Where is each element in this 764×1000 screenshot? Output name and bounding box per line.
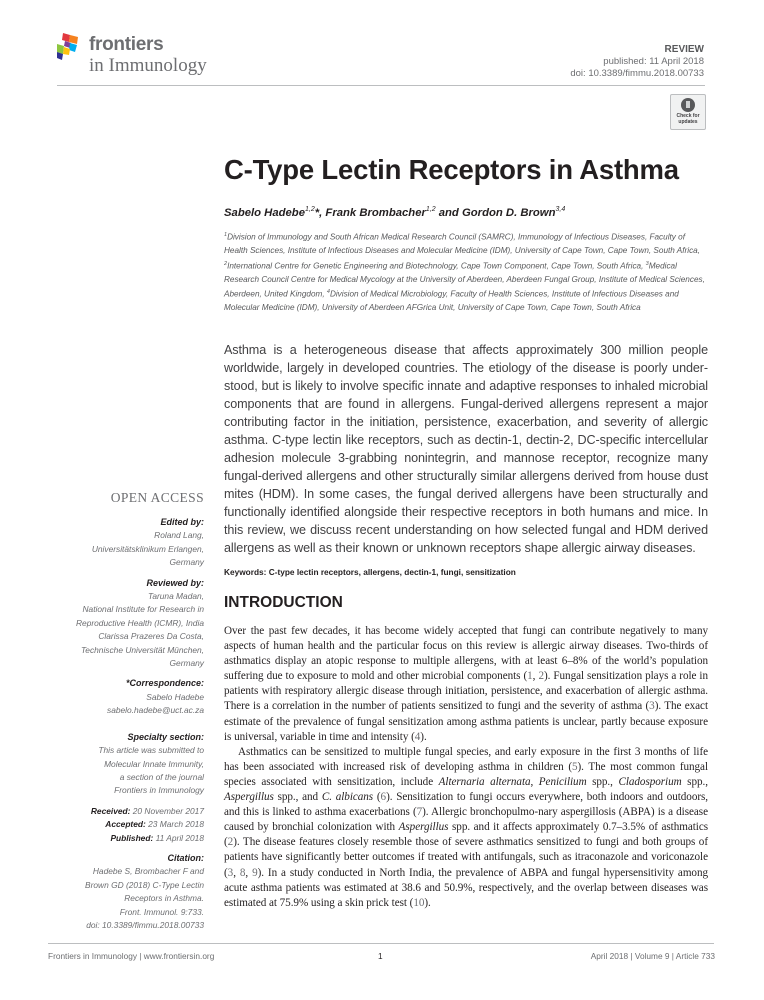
reference-link[interactable]: 8	[239, 866, 246, 879]
reviewer-line: Reproductive Health (ICMR), India	[75, 617, 204, 628]
frontiers-logo-icon	[57, 33, 83, 61]
corresponding-mark: *	[314, 206, 320, 219]
intro-paragraph-1: Over the past few decades, it has become widely accepted that fungi can contribute negatively to many aspects of human health and the particular focus on this review is allergic airway diseases. Two-thirds of asthmatics display an atopic response to multiple allergens, with at least 6–8% of the world’s population suffering due to exposure to mold and other microbial components (1, 2). Fungal sensitization plays a role in patients with respiratory allergic disease through initiation, persistence, and exacerbation of allergic asthma. There is a correlation in the number of patients sensitized to fungi and the severity of asthma (3). The exact estimate of the prevalence of fungal sensitization among asthma patients is unclear, partly because exposure is universal, variable in time and intensity (4).	[224, 625, 708, 743]
published-value: 11 April 2018	[155, 832, 204, 843]
footer-journal-link[interactable]: Frontiers in Immunology | www.frontiersin.org	[48, 951, 215, 961]
citation-line: Receptors in Asthma.	[124, 893, 204, 904]
citation-line: Front. Immunol. 9:733.	[119, 906, 204, 917]
author-separator: and	[435, 206, 462, 219]
reference-link[interactable]: 6	[380, 791, 387, 804]
footer-volume-info: April 2018 | Volume 9 | Article 733	[590, 951, 715, 961]
header-divider	[57, 85, 705, 86]
specialty-line: This article was submitted to	[98, 745, 204, 756]
reference-link[interactable]: 7	[416, 806, 423, 819]
check-updates-label-2: updates	[678, 119, 698, 125]
published-label: Published:	[110, 832, 154, 843]
accepted-label: Accepted:	[105, 819, 146, 830]
author-name[interactable]: Sabelo Hadebe	[224, 206, 305, 219]
author-name[interactable]: Gordon D. Brown	[461, 206, 556, 219]
received-label: Received:	[90, 805, 131, 816]
citation-doi-link[interactable]: doi: 10.3389/fimmu.2018.00733	[86, 919, 204, 930]
reviewer-line: Clarissa Prazeres Da Costa,	[98, 631, 204, 642]
reference-link[interactable]: 2	[538, 670, 544, 683]
species-name: C. albicans	[321, 791, 374, 804]
reference-link[interactable]: 10	[413, 896, 425, 909]
affiliation-number: 3	[645, 260, 649, 267]
affiliation-text: Division of Medical Microbiology, Faculty of Health Sciences, Institute of Infectious Diseases and Molecular Medicine (IDM), University of Aberdeen AFGrica Unit, University of Cape Town, Cape Town, South Africa	[224, 289, 679, 313]
article-meta-header	[570, 44, 704, 80]
article-title: C-Type Lectin Receptors in Asthma	[224, 154, 679, 185]
reviewed-by-heading: Reviewed by:	[146, 577, 204, 588]
published-date-sidebar	[40, 832, 204, 845]
accepted-date	[40, 818, 204, 831]
affiliation-text: Division of Immunology and South African Medical Research Council (SAMRC), Immunology of Infectious Diseases, Faculty of Health Sciences, Institute of Infectious Diseases and Molecular Medicine (IDM), University of Cape Town, Cape Town, South Africa,	[224, 232, 701, 256]
journal-logo[interactable]	[57, 30, 217, 80]
bookmark-icon	[681, 98, 695, 112]
author-list	[224, 206, 565, 219]
species-name: Cladosporium	[618, 775, 682, 788]
affiliation-number: 2	[224, 260, 228, 267]
species-name: Penicilium	[538, 775, 587, 788]
reference-link[interactable]: 2	[227, 836, 234, 849]
reference-link[interactable]: 9	[252, 866, 258, 879]
article-info-sidebar	[40, 490, 204, 932]
editor-line: Universitätsklinikum Erlangen,	[91, 543, 204, 554]
article-type: REVIEW	[664, 44, 704, 55]
correspondence-name: Sabelo Hadebe	[146, 691, 204, 702]
citation-line: Brown GD (2018) C-Type Lectin	[85, 879, 204, 890]
species-name: Alternaria alternata	[438, 775, 531, 788]
affiliation-text: Medical Research Council Centre for Medical Mycology at the University of Aberdeen, Aberdeen Fungal Group, Institute of Medical Sciences, Aberdeen, United Kingdom,	[224, 261, 705, 299]
citation-line: Hadebe S, Brombacher F and	[92, 866, 204, 877]
citation-heading: Citation:	[167, 852, 204, 863]
accepted-value: 23 March 2018	[148, 819, 204, 830]
author-affiliation-sup: 1,2	[425, 206, 436, 213]
published-date: published: 11 April 2018	[603, 56, 704, 67]
species-name: Aspergillus	[224, 791, 274, 804]
received-value: 20 November 2017	[132, 805, 204, 816]
abstract: Asthma is a heterogeneous disease that affects approximately 300 million people worldwide, largely in developed countries. The etiology of the disease is poorly under-stood, but is likely to involve specific innate and adaptive responses to inhaled microbial components that are found in allergens. Fungal-derived allergens represent a major contributing factor in the initiation, persistence, exacerbation, and severity of allergic asthma. C-type lectin like receptors, such as dectin-1, dectin-2, DC-specific intercellular adhesion molecule 3-grabbing nonintegrin, and mannose receptor, recognize many fungal-derived allergens and other structurally similar allergens derived from house dust mites (HDM). In some cases, the fungal derived allergens have been structurally and functionally identified alongside their respective receptors in both humans and mice. In this review, we discuss recent understanding on how selected fungal and HDM derived allergens as well as their known or unknown receptors shape allergic airway diseases.	[224, 343, 708, 555]
reference-link[interactable]: 3	[649, 700, 655, 713]
reference-link[interactable]: 5	[571, 760, 578, 773]
affiliation-number: 4	[326, 289, 330, 296]
reference-link[interactable]: 3	[227, 866, 234, 879]
affiliation-text: International Centre for Genetic Engineering and Biotechnology, Cape Town Component, Cape Town, South Africa,	[227, 261, 646, 271]
reviewer-line: Technische Universität München,	[80, 644, 204, 655]
editor-line: Germany	[169, 557, 204, 568]
introduction-body	[224, 624, 708, 911]
author-separator: ,	[319, 206, 326, 219]
edited-by-heading: Edited by:	[160, 517, 204, 527]
section-heading-introduction: INTRODUCTION	[224, 594, 343, 611]
received-date	[40, 805, 204, 818]
reviewer-line: Germany	[169, 658, 204, 669]
affiliations	[224, 229, 708, 315]
footer-divider	[48, 943, 714, 944]
correspondence-email-link[interactable]: sabelo.hadebe@uct.ac.za	[107, 705, 204, 716]
specialty-section-heading: Specialty section:	[127, 731, 204, 742]
journal-name-subtitle: in Immunology	[89, 55, 207, 76]
page-number: 1	[378, 951, 383, 961]
correspondence-heading: *Correspondence:	[125, 678, 204, 689]
check-for-updates-button[interactable]	[670, 94, 706, 130]
keywords: Keywords: C-type lectin receptors, allergens, dectin-1, fungi, sensitization	[224, 567, 516, 577]
specialty-line: Molecular Innate Immunity,	[104, 758, 204, 769]
specialty-line: Frontiers in Immunology	[114, 785, 204, 796]
specialty-line: a section of the journal	[119, 771, 204, 782]
author-affiliation-sup: 3,4	[555, 206, 566, 213]
editor-line: Roland Lang,	[154, 530, 204, 541]
reviewer-line: National Institute for Research in	[82, 604, 204, 615]
species-name: Aspergillus	[398, 821, 449, 834]
reviewer-line: Taruna Madan,	[147, 591, 204, 602]
author-affiliation-sup: 1,2	[305, 206, 315, 213]
author-name[interactable]: Frank Brombacher	[325, 206, 426, 219]
reference-link[interactable]: 4	[414, 730, 421, 743]
open-access-label: OPEN ACCESS	[110, 490, 204, 505]
article-doi[interactable]: doi: 10.3389/fimmu.2018.00733	[570, 68, 704, 79]
affiliation-number: 1	[224, 232, 228, 238]
intro-paragraph-2: Asthmatics can be sensitized to multiple fungal species, and early exposure in the first 3 months of life has been associated with increased risk of developing asthma in children (5). The most common fungal species associated with sensitization, include Alternaria alternata, Penicilium spp., Cladosporium spp., Aspergillus spp., and C. albicans (6). Sensitization to fungi occurs everywhere, both indoors and outdoors, and this is linked to asthma exacerbations (7). Allergic bronchopulmo-nary aspergillosis (ABPA) is a disease caused by bronchial colonization with Aspergillus spp. and it affects approximately 0.7–3.5% of asthmatics (2). The disease features closely resemble those of severe asthmatics sensitized to fungi and both groups of patients have significantly better outcomes if treated with antifungals, such as itraconazole and voriconazole (3, 8, 9). In a study conducted in North India, the prevalence of ABPA and fungal hypersensitivity among acute asthma patients was estimated at 38.6 and 50.9%, respectively, and the overlap between diseases was estimated at 75.9% using a skin prick test (10).	[224, 745, 709, 909]
journal-name-frontiers: frontiers	[89, 34, 164, 55]
check-updates-label: Check for	[676, 113, 700, 119]
reference-link[interactable]: 1	[527, 670, 533, 683]
